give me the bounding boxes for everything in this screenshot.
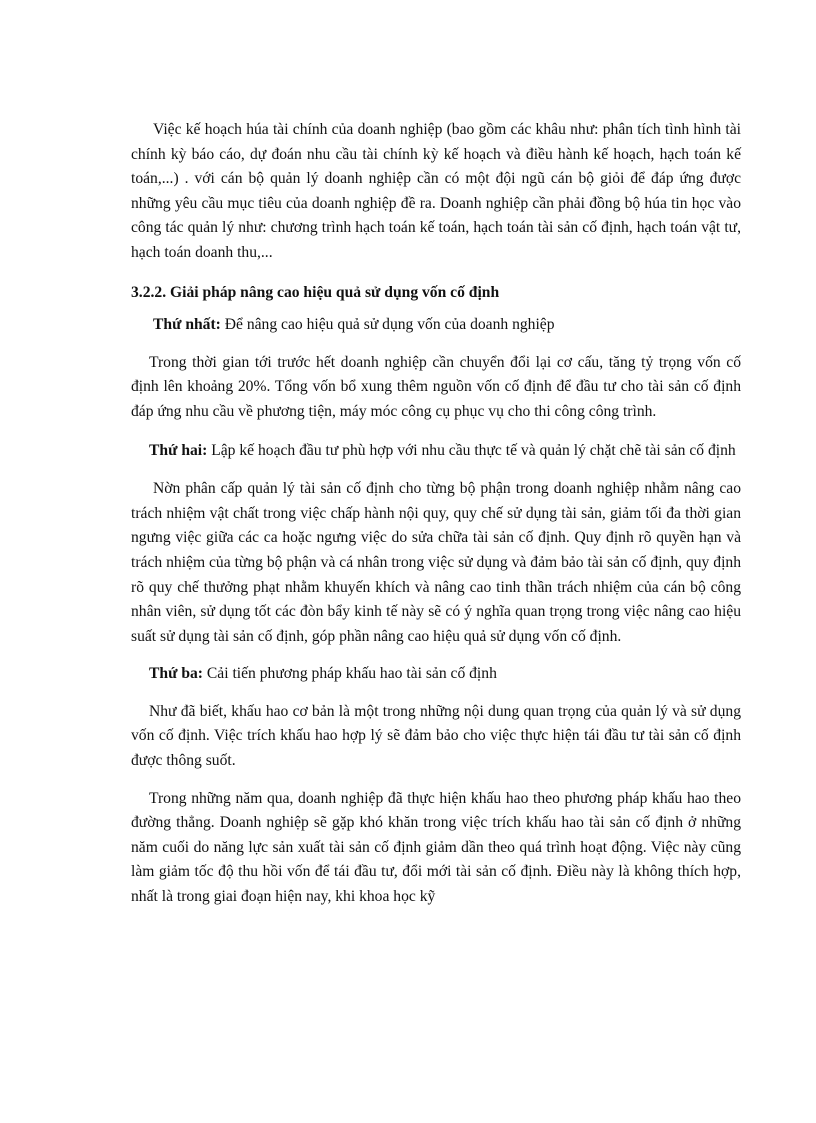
point-second-label: Thứ hai: (149, 441, 208, 459)
section-heading: 3.2.2. Giải pháp nâng cao hiệu quả sử dụng vốn cố định (131, 283, 500, 301)
point-second (131, 439, 741, 464)
paragraph-capital-structure: Trong thời gian tới trước hết doanh nghiệp cần chuyển đổi lại cơ cấu, tăng tỷ trọng vốn cố định lên khoảng 20%. Tổng vốn bổ xung thêm nguồn vốn cố định để đầu tư cho tài sản cố định đáp ứng nhu cầu về phương tiện, máy móc công cụ phục vụ cho thi công công trình. (131, 353, 741, 420)
paragraph-financial-planning: Việc kế hoạch húa tài chính của doanh nghiệp (bao gồm các khâu như: phân tích tình hình tài chính kỳ báo cáo, dự đoán nhu cầu tài chính kỳ kế hoạch và điều hành kế hoạch, hạch toán kế toán,...) . với cán bộ quản lý doanh nghiệp cần có một đội ngũ cán bộ giỏi để đáp ứng được những yêu cầu mục tiêu của doanh nghiệp đề ra. Doanh nghiệp cần phải đồng bộ húa tin học vào công tác quản lý như: chương trình hạch toán kế toán, hạch toán tài sản cố định, hạch toán vật tư, hạch toán doanh thu,... (131, 121, 741, 261)
point-second-text: Lập kế hoạch đầu tư phù hợp với nhu cầu thực tế và quản lý chặt chẽ tài sản cố định (207, 441, 736, 459)
point-first-label: Thứ nhất: (153, 316, 221, 334)
point-third-text: Cải tiến phương pháp khấu hao tài sản cố định (203, 665, 497, 683)
point-first-text: Để nâng cao hiệu quả sử dụng vốn của doanh nghiệp (220, 316, 555, 334)
paragraph-depreciation: Như đã biết, khấu hao cơ bản là một trong những nội dung quan trọng của quản lý và sử dụng vốn cố định. Việc trích khấu hao hợp lý sẽ đảm bảo cho việc thực hiện tái đầu tư tài sản cố định được thông suốt. (131, 702, 741, 770)
paragraph-asset-management: Nờn phân cấp quản lý tài sản cố định cho từng bộ phận trong doanh nghiệp nhằm nâng cao trách nhiệm vật chất trong việc chấp hành nội quy, quy chế sử dụng tài sản, giảm tối đa thời gian ngưng việc giữa các ca hoặc ngưng việc do sửa chữa tài sản cố định. Quy định rõ quyền hạn và trách nhiệm của từng bộ phận và cá nhân trong việc sử dụng và đảm bảo tài sản cố định, quy định rõ quy chế thưởng phạt nhằm khuyến khích và nâng cao tinh thần trách nhiệm của cán bộ công nhân viên, sử dụng tốt các đòn bẩy kinh tế này sẽ có ý nghĩa quan trọng trong việc nâng cao hiệu suất sử dụng tài sản cố định, góp phần nâng cao hiệu quả sử dụng vốn cố định. (131, 480, 741, 645)
point-first (131, 313, 741, 338)
paragraph-depreciation-method: Trong những năm qua, doanh nghiệp đã thực hiện khấu hao theo phương pháp khấu hao theo đường thẳng. Doanh nghiệp sẽ gặp khó khăn trong việc trích khấu hao tài sản cố định ở những năm cuối do năng lực sản xuất tài sản cố định giảm dần theo quá trình hoạt động. Việc này cũng làm giảm tốc độ thu hồi vốn để tái đầu tư, đổi mới tài sản cố định. Điều này là không thích hợp, nhất là trong giai đoạn hiện nay, khi khoa học kỹ (131, 789, 741, 906)
point-third-label: Thứ ba: (149, 665, 203, 683)
document-page (131, 118, 741, 910)
point-third (131, 662, 741, 687)
